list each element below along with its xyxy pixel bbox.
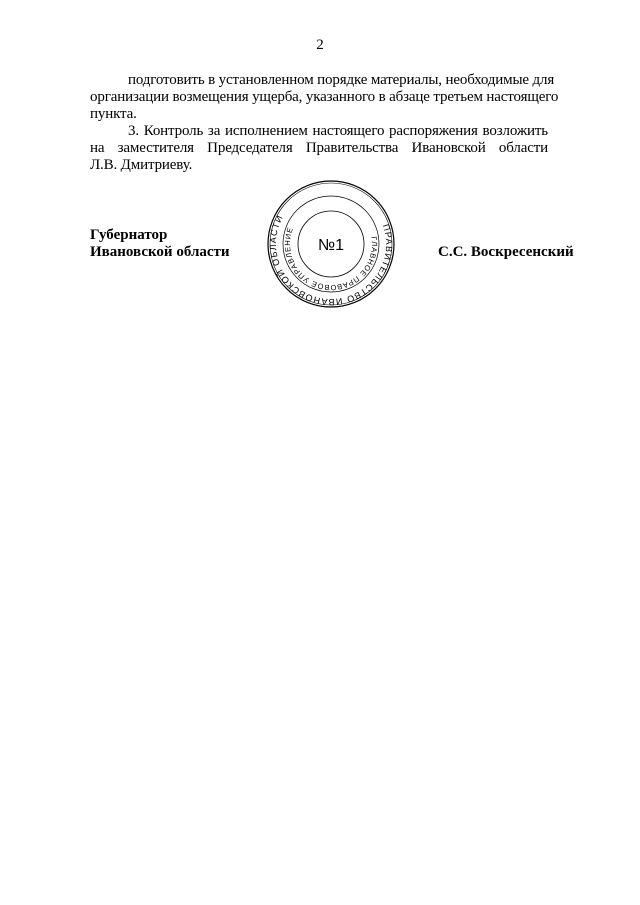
position-line: Ивановской области [90,244,230,260]
body-line: 3. Контроль за исполнением настоящего распоряжения возложить [128,123,548,139]
body-line: Л.В. Дмитриеву. [90,157,193,173]
position-line: Губернатор [90,227,168,243]
signatory-name: С.С. Воскресенский [438,244,574,260]
body-line: пункта. [90,106,137,122]
body-line: организации возмещения ущерба, указанного в абзаце третьем настоящего [90,89,559,105]
stamp-outer-text: ПРАВИТЕЛЬСТВО ИВАНОВСКОЙ ОБЛАСТИ [267,212,395,308]
official-stamp [264,180,398,308]
body-line: на заместителя Председателя Правительства Ивановской области [90,140,548,156]
stamp-inner-text: ГЛАВНОЕ ПРАВОВОЕ УПРАВЛЕНИЕ [282,225,380,293]
signatory-position [90,227,230,261]
stamp-center-text: №1 [317,237,345,254]
body-text [90,72,559,174]
body-line: подготовить в установленном порядке материалы, необходимые для [128,72,555,88]
page-number: 2 [316,37,324,53]
